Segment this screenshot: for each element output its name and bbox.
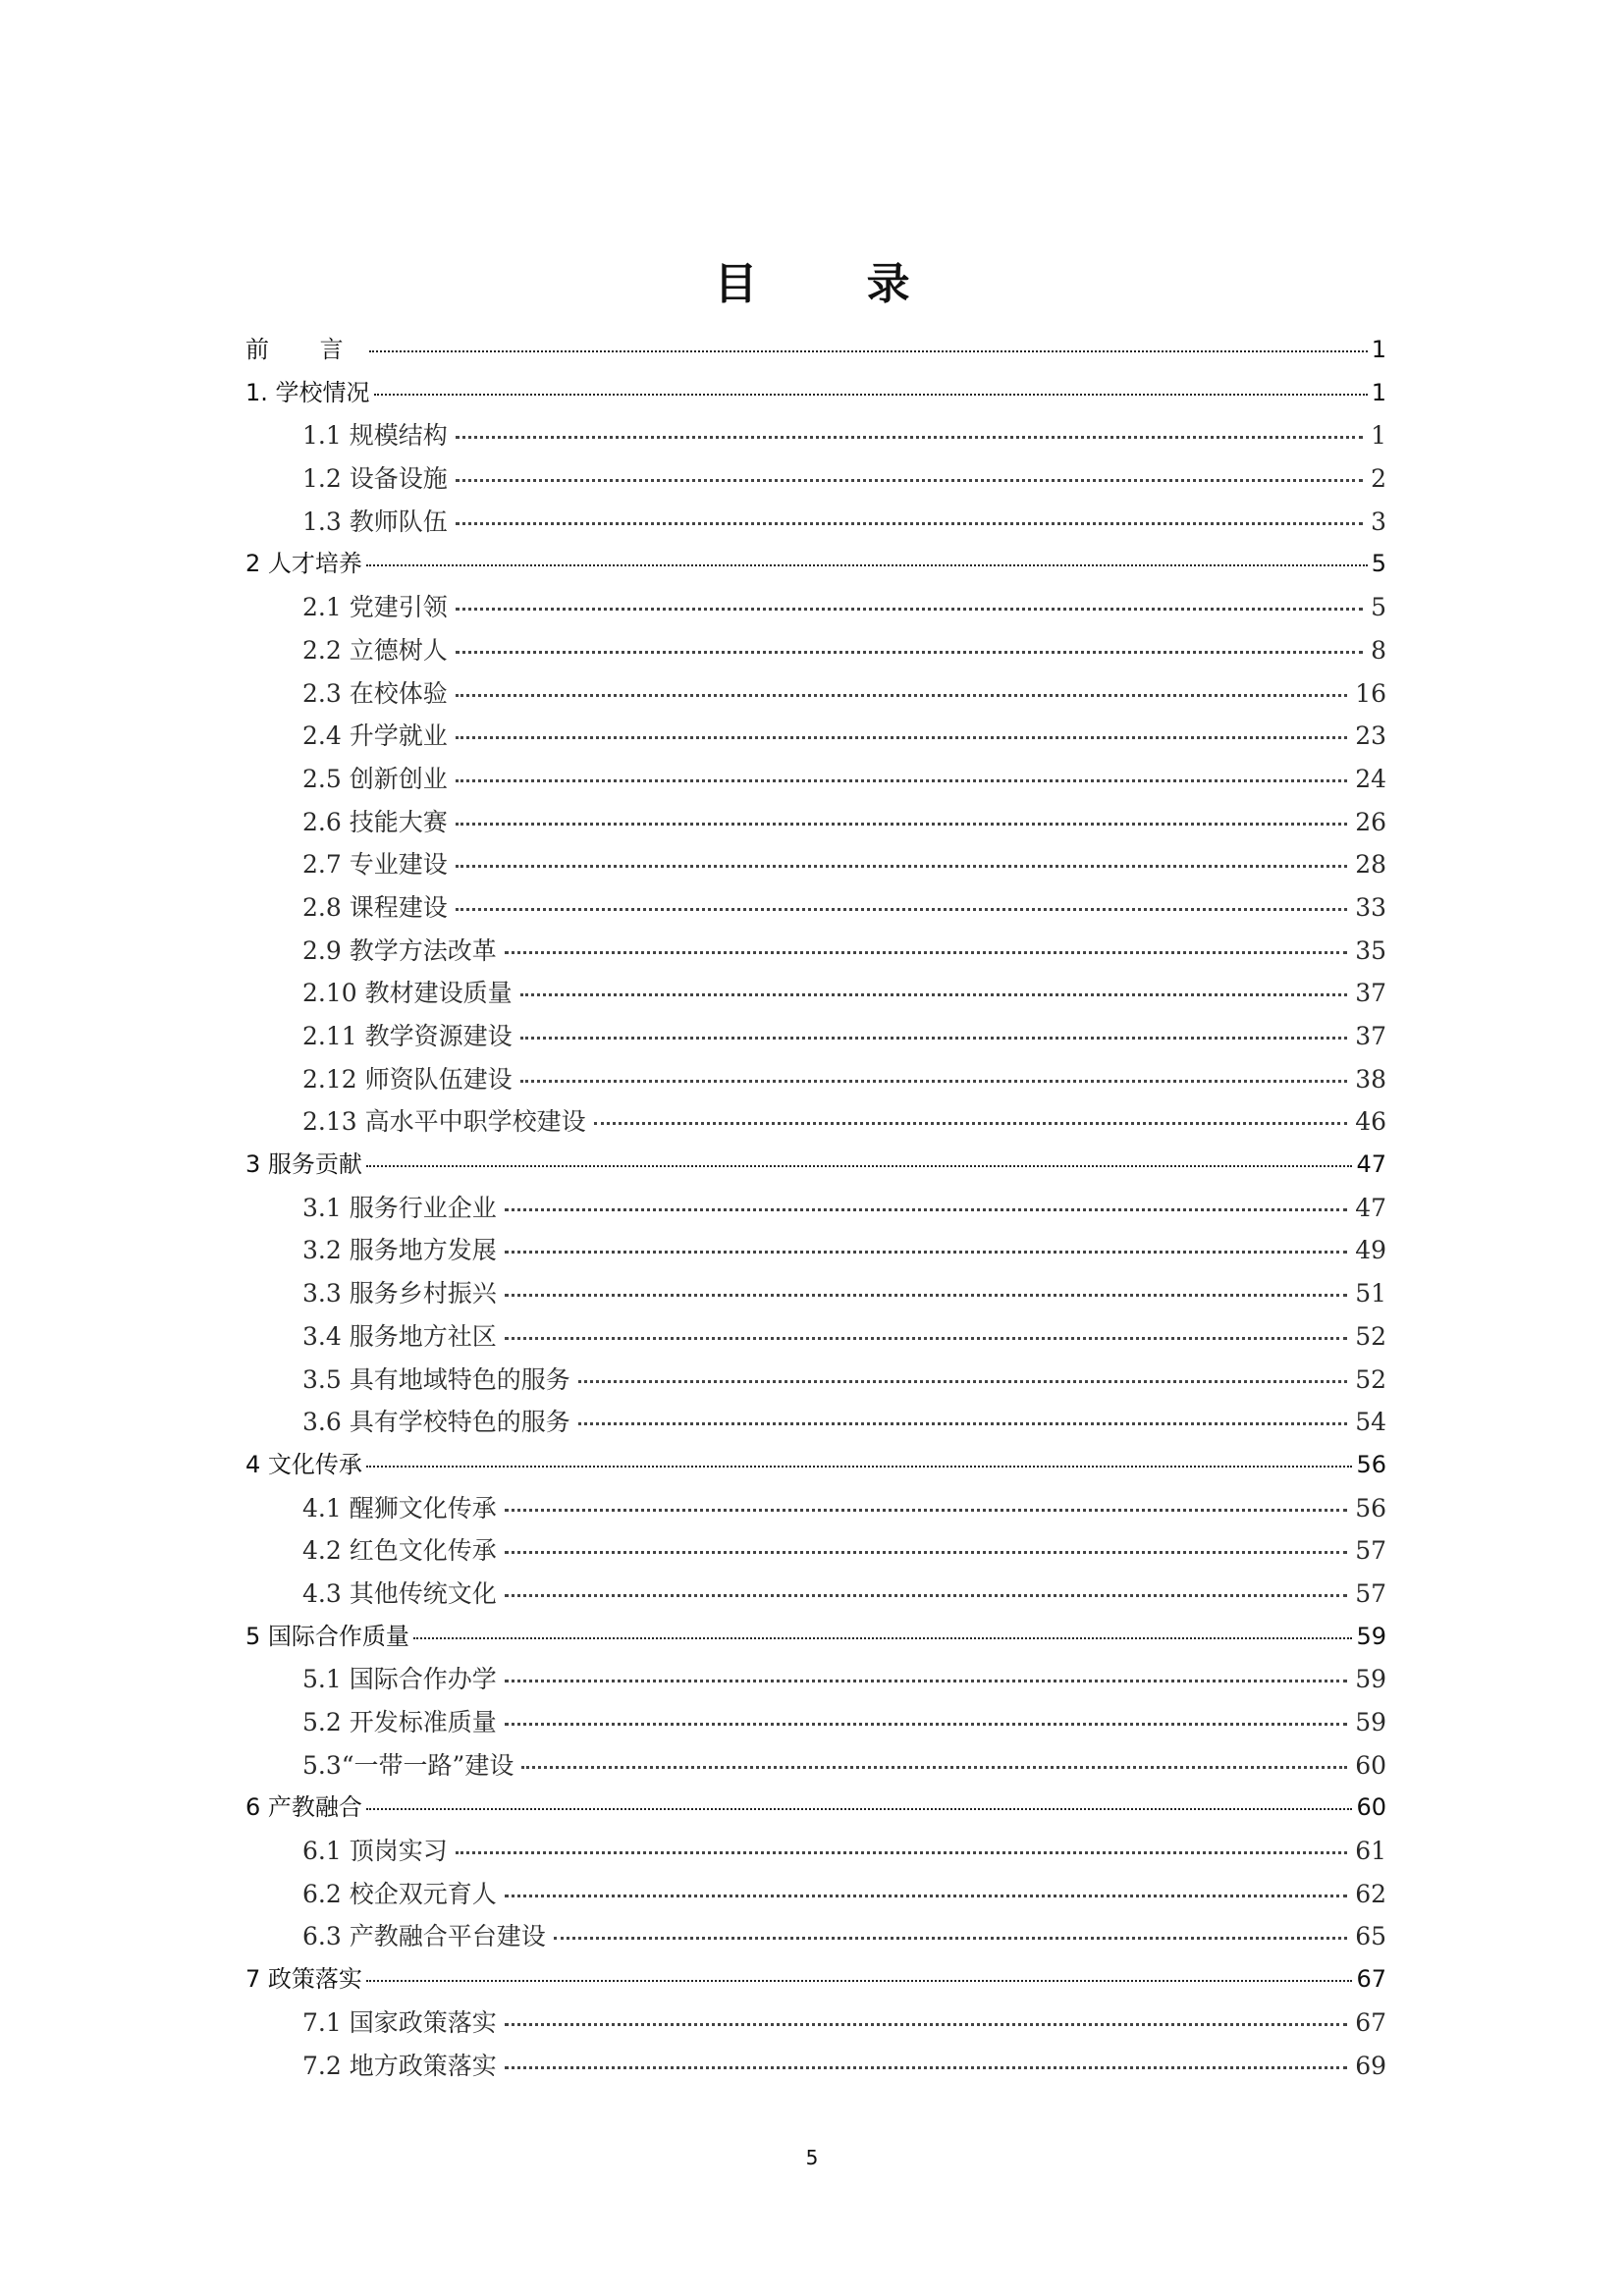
toc-entry-page: 24 [1355, 764, 1386, 793]
toc-dot-leader [520, 993, 1348, 996]
toc-dot-leader [456, 865, 1347, 868]
toc-dot-leader [456, 608, 1363, 611]
toc-section-entry[interactable] [245, 843, 1386, 886]
toc-entry-page: 65 [1355, 1922, 1386, 1951]
toc-entry-label: 2.1 党建引领 [302, 593, 448, 622]
toc-section-entry[interactable] [245, 1272, 1386, 1315]
toc-section-entry[interactable] [245, 586, 1386, 629]
toc-dot-leader [578, 1380, 1347, 1383]
toc-dot-leader [505, 1294, 1347, 1297]
toc-dot-leader [505, 1337, 1347, 1340]
toc-chapter-entry[interactable] [245, 1787, 1386, 1830]
toc-section-entry[interactable] [245, 1529, 1386, 1573]
toc-entry-page: 37 [1355, 1022, 1386, 1050]
toc-entry-page: 56 [1355, 1493, 1386, 1522]
toc-section-entry[interactable] [245, 629, 1386, 672]
toc-dot-leader [505, 2066, 1347, 2069]
toc-entry-label: 2.11 教学资源建设 [302, 1022, 513, 1050]
toc-section-entry[interactable] [245, 1058, 1386, 1101]
toc-entry-page: 37 [1355, 979, 1386, 1008]
toc-section-entry[interactable] [245, 1573, 1386, 1616]
toc-entry-label: 2.5 创新创业 [302, 764, 448, 793]
toc-dot-leader [456, 823, 1347, 826]
toc-section-entry[interactable] [245, 1315, 1386, 1359]
toc-entry-label: 1.3 教师队伍 [302, 507, 448, 536]
toc-section-entry[interactable] [245, 1487, 1386, 1530]
toc-entry-page: 59 [1355, 1708, 1386, 1736]
toc-entry-label: 6 产教融合 [245, 1793, 362, 1822]
toc-dot-leader [456, 651, 1363, 654]
toc-entry-page: 26 [1355, 807, 1386, 836]
toc-dot-leader [554, 1937, 1347, 1940]
toc-section-entry[interactable] [245, 1701, 1386, 1744]
toc-entry-page: 52 [1355, 1321, 1386, 1351]
toc-dot-leader [456, 736, 1347, 739]
toc-entry-label: 5.1 国际合作办学 [302, 1665, 497, 1694]
toc-entry-label: 5.2 开发标准质量 [302, 1708, 497, 1736]
toc-chapter-entry[interactable] [245, 1958, 1386, 2002]
toc-entry-label: 7.1 国家政策落实 [302, 2007, 497, 2037]
toc-dot-leader [456, 908, 1347, 911]
toc-section-entry[interactable] [245, 1401, 1386, 1444]
toc-section-entry[interactable] [245, 1873, 1386, 1916]
toc-chapter-entry[interactable] [245, 372, 1386, 415]
toc-dot-leader [456, 479, 1363, 482]
toc-dot-leader [456, 694, 1347, 697]
toc-entry-label: 4 文化传承 [245, 1450, 362, 1478]
toc-entry-label: 3.2 服务地方发展 [302, 1236, 497, 1265]
toc-entry-label: 1. 学校情况 [245, 378, 370, 406]
toc-entry-label: 2.2 立德树人 [302, 635, 448, 665]
toc-dot-leader [366, 564, 1368, 566]
toc-dot-leader [456, 1851, 1347, 1854]
toc-dot-leader [505, 1509, 1347, 1512]
toc-dot-leader [505, 951, 1347, 954]
toc-entry-label: 2.12 师资队伍建设 [302, 1064, 513, 1094]
toc-entry-label: 2.3 在校体验 [302, 678, 448, 708]
toc-section-entry[interactable] [245, 2045, 1386, 2088]
toc-dot-leader [374, 394, 1368, 396]
toc-section-entry[interactable] [245, 1359, 1386, 1402]
toc-section-entry[interactable] [245, 758, 1386, 801]
toc-section-entry[interactable] [245, 801, 1386, 844]
toc-section-entry[interactable] [245, 886, 1386, 930]
toc-entry-label: 3.4 服务地方社区 [302, 1321, 497, 1351]
toc-entry-page: 51 [1355, 1279, 1386, 1308]
toc-section-entry[interactable] [245, 1229, 1386, 1272]
toc-entry-page: 28 [1355, 850, 1386, 880]
toc-dot-leader [505, 1895, 1347, 1897]
toc-entry-page: 47 [1355, 1193, 1386, 1222]
page-title: 目 录 [714, 259, 957, 309]
toc-section-entry[interactable] [245, 1187, 1386, 1230]
table-of-contents [245, 329, 1386, 2087]
toc-entry-label: 2.6 技能大赛 [302, 807, 448, 836]
toc-dot-leader [505, 1551, 1347, 1554]
toc-entry-page: 23 [1355, 721, 1386, 751]
toc-entry-label: 2.10 教材建设质量 [302, 979, 513, 1008]
toc-entry-page: 54 [1355, 1408, 1386, 1437]
toc-entry-page: 38 [1355, 1064, 1386, 1094]
toc-dot-leader [520, 1037, 1348, 1040]
toc-section-entry[interactable] [245, 972, 1386, 1015]
toc-entry-label: 1.1 规模结构 [302, 421, 448, 451]
toc-entry-page: 57 [1355, 1578, 1386, 1608]
toc-entry-page: 3 [1371, 507, 1386, 536]
toc-entry-label: 6.3 产教融合平台建设 [302, 1922, 546, 1951]
toc-chapter-entry[interactable] [245, 1144, 1386, 1187]
toc-entry-label: 3.6 具有学校特色的服务 [302, 1408, 570, 1437]
toc-entry-label: 5.3“一带一路”建设 [302, 1750, 514, 1780]
toc-entry-label: 4.1 醒狮文化传承 [302, 1493, 497, 1522]
toc-section-entry[interactable] [245, 1100, 1386, 1144]
toc-entry-label: 3.5 具有地域特色的服务 [302, 1364, 570, 1394]
toc-entry-page: 49 [1355, 1236, 1386, 1265]
toc-entry-page: 47 [1356, 1150, 1386, 1179]
toc-chapter-entry[interactable] [245, 329, 1386, 372]
toc-dot-leader [521, 1766, 1347, 1769]
toc-entry-page: 1 [1371, 378, 1386, 406]
toc-dot-leader [366, 1165, 1353, 1167]
toc-entry-page: 62 [1355, 1879, 1386, 1908]
toc-entry-label: 7.2 地方政策落实 [302, 2051, 497, 2080]
toc-entry-page: 61 [1355, 1837, 1386, 1866]
toc-section-entry[interactable] [245, 501, 1386, 544]
toc-entry-page: 56 [1356, 1450, 1386, 1478]
toc-entry-label: 3.3 服务乡村振兴 [302, 1279, 497, 1308]
toc-entry-label: 2.9 教学方法改革 [302, 935, 497, 965]
toc-entry-label: 2.13 高水平中职学校建设 [302, 1107, 586, 1137]
toc-entry-page: 5 [1371, 550, 1386, 578]
toc-entry-label: 4.2 红色文化传承 [302, 1536, 497, 1566]
toc-dot-leader [505, 1680, 1347, 1682]
toc-dot-leader [505, 2023, 1347, 2026]
toc-entry-label: 2 人才培养 [245, 550, 362, 578]
toc-entry-label: 6.1 顶岗实习 [302, 1837, 448, 1866]
toc-section-entry[interactable] [245, 715, 1386, 758]
toc-dot-leader [505, 1251, 1347, 1254]
toc-entry-page: 67 [1355, 2007, 1386, 2037]
toc-entry-page: 69 [1355, 2051, 1386, 2080]
toc-dot-leader [456, 779, 1347, 782]
toc-entry-label: 2.4 升学就业 [302, 721, 448, 751]
toc-dot-leader [505, 1723, 1347, 1726]
toc-entry-page: 35 [1355, 935, 1386, 965]
page-number: 5 [805, 2146, 819, 2169]
toc-entry-page: 59 [1355, 1665, 1386, 1694]
toc-entry-page: 33 [1355, 892, 1386, 922]
toc-entry-page: 5 [1371, 593, 1386, 622]
toc-section-entry[interactable] [245, 1830, 1386, 1873]
toc-entry-label: 7 政策落实 [245, 1965, 362, 1994]
toc-entry-label: 3.1 服务行业企业 [302, 1193, 497, 1222]
toc-dot-leader [413, 1637, 1353, 1639]
toc-entry-page: 1 [1371, 336, 1386, 363]
toc-chapter-entry[interactable] [245, 543, 1386, 586]
toc-dot-leader [505, 1208, 1347, 1211]
toc-entry-page: 59 [1356, 1622, 1386, 1650]
toc-entry-page: 67 [1356, 1965, 1386, 1994]
toc-entry-label: 前 言 [245, 336, 365, 363]
toc-entry-label: 3 服务贡献 [245, 1150, 362, 1179]
toc-entry-page: 16 [1355, 678, 1386, 708]
toc-dot-leader [520, 1080, 1348, 1083]
toc-entry-page: 52 [1355, 1364, 1386, 1394]
toc-chapter-entry[interactable] [245, 1616, 1386, 1659]
toc-section-entry[interactable] [245, 672, 1386, 716]
toc-section-entry[interactable] [245, 414, 1386, 457]
toc-dot-leader [366, 1980, 1353, 1982]
toc-dot-leader [456, 522, 1363, 525]
toc-dot-leader [594, 1122, 1348, 1125]
toc-dot-leader [366, 1808, 1353, 1810]
toc-entry-page: 1 [1371, 421, 1386, 451]
toc-entry-page: 2 [1371, 464, 1386, 494]
toc-entry-page: 46 [1355, 1107, 1386, 1137]
toc-entry-label: 1.2 设备设施 [302, 464, 448, 494]
toc-dot-leader [578, 1422, 1347, 1425]
toc-entry-page: 8 [1371, 635, 1386, 665]
toc-entry-label: 5 国际合作质量 [245, 1622, 409, 1650]
toc-dot-leader [366, 1466, 1353, 1468]
toc-dot-leader [456, 436, 1363, 439]
toc-section-entry[interactable] [245, 2002, 1386, 2045]
toc-section-entry[interactable] [245, 1744, 1386, 1788]
toc-section-entry[interactable] [245, 1658, 1386, 1701]
toc-entry-label: 2.8 课程建设 [302, 892, 448, 922]
toc-chapter-entry[interactable] [245, 1444, 1386, 1487]
toc-section-entry[interactable] [245, 930, 1386, 973]
toc-dot-leader [505, 1594, 1347, 1597]
toc-entry-page: 57 [1355, 1536, 1386, 1566]
toc-entry-page: 60 [1356, 1793, 1386, 1822]
toc-section-entry[interactable] [245, 1015, 1386, 1058]
toc-section-entry[interactable] [245, 1915, 1386, 1958]
toc-entry-page: 60 [1355, 1750, 1386, 1780]
toc-entry-label: 2.7 专业建设 [302, 850, 448, 880]
toc-dot-leader [369, 350, 1368, 352]
toc-entry-label: 4.3 其他传统文化 [302, 1578, 497, 1608]
toc-entry-label: 6.2 校企双元育人 [302, 1879, 497, 1908]
toc-section-entry[interactable] [245, 457, 1386, 501]
